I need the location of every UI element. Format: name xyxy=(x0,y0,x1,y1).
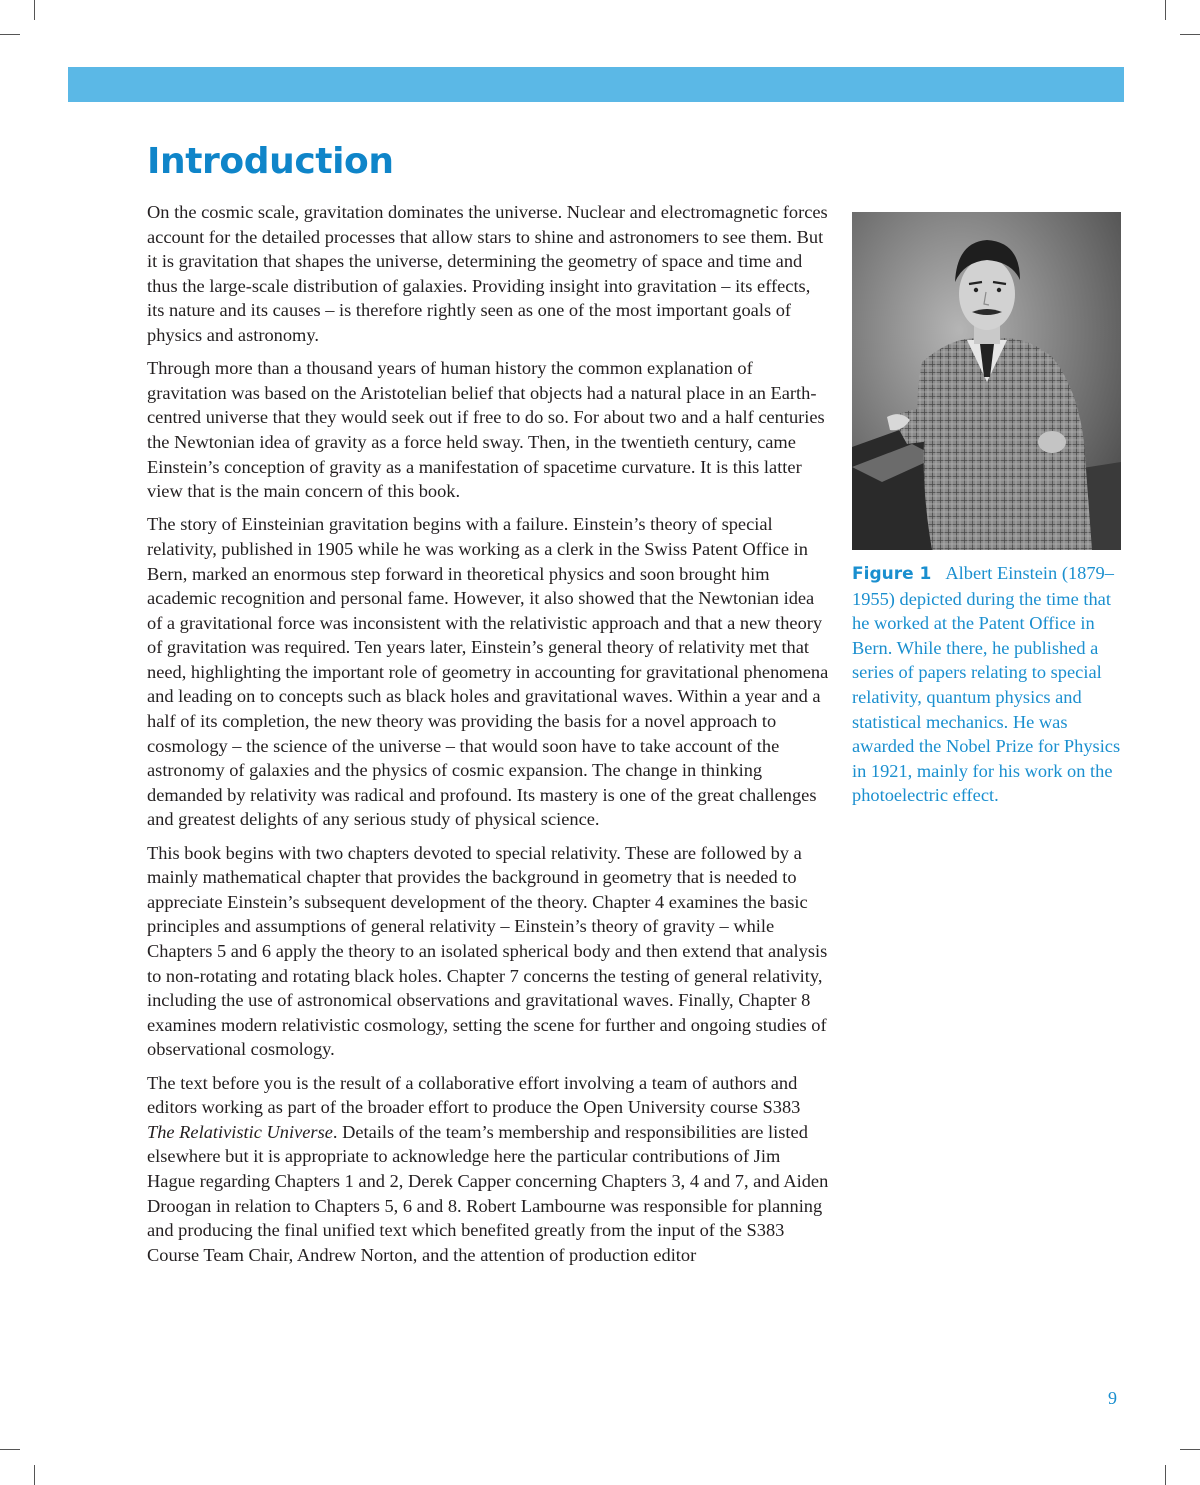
course-title: The Relativistic Universe xyxy=(147,1121,333,1142)
paragraph-text: The text before you is the result of a collaborative effort involving a team of authors and editors working as part of the broader effort to produce the Open University course S383 xyxy=(147,1072,801,1118)
figure-caption-text: Albert Einstein (1879–1955) depicted during the time that he worked at the Patent Office in Bern. While there, he published a series of papers relating to special relativity, quantum physics and statistical mechanics. He was awarded the Nobel Prize for Physics in 1921, mainly for his work on the photoelectric effect. xyxy=(852,563,1121,806)
crop-mark xyxy=(1180,34,1200,35)
paragraph: The story of Einsteinian gravitation begins with a failure. Einstein’s theory of special relativity, published in 1905 while he was working as a clerk in the Swiss Patent Office in Bern, marked an enormous step forward in theoretical physics and soon brought him academic recognition and personal fame. However, it also showed that the Newtonian idea of a gravitational force was inconsistent with the relativistic approach and that a new theory of gravitation was required. Ten years later, Einstein’s general theory of relativity met that need, highlighting the important role of geometry in accounting for gravitational phenomena and leading on to concepts such as black holes and gravitational waves. Within a year and a half of its completion, the new theory was providing the basis for a novel approach to cosmology – the science of the universe – that would soon have to take account of the astronomy of galaxies and the physics of cosmic expansion. The change in thinking demanded by relativity was radical and profound. Its mastery is one of the great challenges and greatest delights of any serious study of physical science. xyxy=(147,514,829,830)
paragraph: Through more than a thousand years of human history the common explanation of gravitation was based on the Aristotelian belief that objects had a natural place in an Earth-centred universe that they would seek out if free to do so. For about two and a half centuries the Newtonian idea of gravity as a force held sway. Then, in the twentieth century, came Einstein’s conception of gravity as a manifestation of spacetime curvature. It is this latter view that is the main concern of this book. xyxy=(147,358,825,502)
header-color-band xyxy=(68,67,1124,102)
crop-mark xyxy=(1165,0,1166,20)
crop-mark xyxy=(0,34,20,35)
crop-mark xyxy=(34,0,35,20)
crop-mark xyxy=(1165,1465,1166,1485)
body-text-column xyxy=(147,200,831,1276)
page-number: 9 xyxy=(1108,1388,1117,1408)
paragraph-text: . Details of the team’s membership and responsibilities are listed elsewhere but it is appropriate to acknowledge here the particular contributions of Jim Hague regarding Chapters 1 and 2, Derek Capper concerning Chapters 3, 4 and 7, and Aiden Droogan in relation to Chapters 5, 6 and 8. Robert Lambourne was responsible for planning and producing the final unified text which benefited greatly from the input of the S383 Course Team Chair, Andrew Norton, and the attention of production editor xyxy=(147,1121,829,1265)
figure-caption xyxy=(852,561,1128,808)
paragraph: This book begins with two chapters devoted to special relativity. These are followed by a mainly mathematical chapter that provides the background in geometry that is needed to appreciate Einstein’s subsequent development of the theory. Chapter 4 examines the basic principles and assumptions of general relativity – Einstein’s theory of gravity – while Chapters 5 and 6 apply the theory to an isolated spherical body and then extend that analysis to non-rotating and rotating black holes. Chapter 7 concerns the testing of general relativity, including the use of astronomical observations and gravitational waves. Finally, Chapter 8 examines modern relativistic cosmology, setting the scene for further and ongoing studies of observational cosmology. xyxy=(147,842,828,1060)
einstein-portrait-photo xyxy=(852,212,1121,550)
crop-mark xyxy=(0,1449,20,1450)
paragraph: On the cosmic scale, gravitation dominates the universe. Nuclear and electromagnetic forces account for the detailed processes that allow stars to shine and astronomers to see them. But it is gravitation that shapes the universe, determining the geometry of space and time and thus the large-scale distribution of galaxies. Providing insight into gravitation – its effects, its nature and its causes – is therefore rightly seen as one of the most important goals of physics and astronomy. xyxy=(147,202,828,345)
crop-mark xyxy=(1180,1449,1200,1450)
paragraph xyxy=(147,1071,831,1268)
figure-label: Figure 1 xyxy=(852,564,932,584)
section-heading: Introduction xyxy=(147,141,394,182)
crop-mark xyxy=(34,1465,35,1485)
